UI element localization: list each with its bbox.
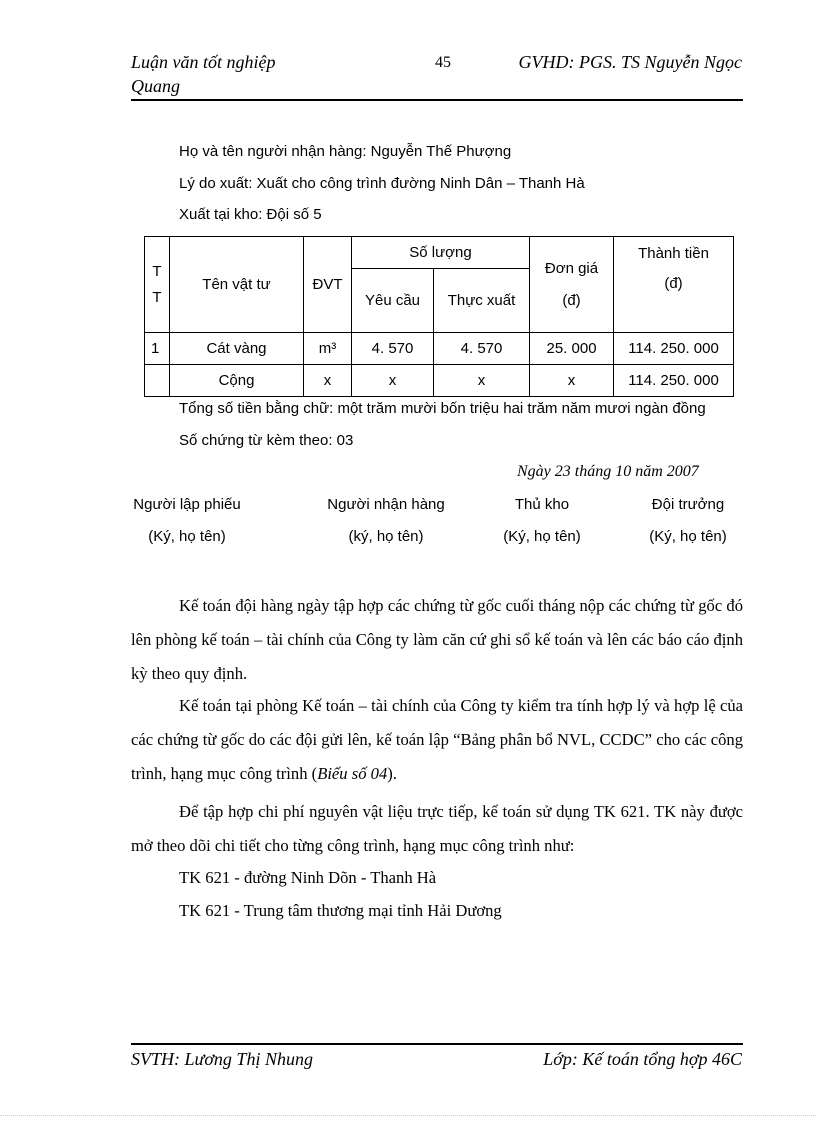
footer-rule: [131, 1043, 743, 1045]
attached-docs: Số chứng từ kèm theo: 03: [179, 432, 354, 449]
paragraph: Kế toán tại phòng Kế toán – tài chính của Công ty kiểm tra tính hợp lý và hợp lệ của các chứng từ gốc do các đội gửi lên, kế toán lập “Bảng phân bổ NVL, CCDC” cho các công trình, hạng mục công trình (Biểu số 04).: [131, 696, 743, 783]
reason-line: Lý do xuất: Xuất cho công trình đường Ninh Dân – Thanh Hà: [179, 175, 585, 192]
header-quantity: Số lượng: [352, 237, 530, 269]
signature-title: Người nhận hàng: [327, 496, 445, 513]
header-supervisor: GVHD: PGS. TS Nguyễn Ngọc: [518, 52, 742, 72]
signature-note: (Ký, họ tên): [503, 528, 581, 545]
signature-note: (Ký, họ tên): [649, 528, 727, 545]
table-header-row: [145, 237, 734, 269]
cell-tt: [145, 365, 170, 397]
cell-unit: x: [304, 365, 352, 397]
header-required: Yêu cầu: [352, 269, 434, 333]
signature-title: Thủ kho: [514, 496, 570, 513]
page-edge-divider: [0, 1115, 816, 1116]
materials-table: [144, 236, 734, 397]
header-name: Tên vật tư: [170, 237, 304, 333]
header-total: Thành tiền (đ): [614, 237, 734, 333]
footer-class: Lớp: Kế toán tổng hợp 46C: [543, 1049, 742, 1069]
cell-required: x: [352, 365, 434, 397]
header-rule: [131, 99, 743, 101]
cell-actual: x: [434, 365, 530, 397]
header-actual: Thực xuất: [434, 269, 530, 333]
cell-total: 114. 250. 000: [614, 365, 734, 397]
table-row: [145, 333, 734, 365]
cell-required: 4. 570: [352, 333, 434, 365]
cell-total: 114. 250. 000: [614, 333, 734, 365]
warehouse-line: Xuất tại kho: Đội số 5: [179, 206, 322, 223]
header-unit: ĐVT: [304, 237, 352, 333]
cell-unit: m³: [304, 333, 352, 365]
cell-price: 25. 000: [530, 333, 614, 365]
signature-note: (ký, họ tên): [348, 528, 424, 545]
receiver-line: Họ và tên người nhận hàng: Nguyễn Thế Phượng: [179, 143, 512, 160]
cell-actual: 4. 570: [434, 333, 530, 365]
header-price: Đơn giá (đ): [530, 237, 614, 333]
page-number: 45: [435, 54, 451, 71]
issue-date: Ngày 23 tháng 10 năm 2007: [517, 463, 699, 480]
cell-tt: 1: [145, 333, 170, 365]
signature-note: (Ký, họ tên): [148, 528, 226, 545]
amount-in-words: Tổng số tiền bằng chữ: một trăm mười bốn triệu hai trăm năm mươi ngàn đồng: [179, 400, 706, 417]
account-line: TK 621 - đường Ninh Dõn - Thanh Hà: [179, 868, 437, 887]
paragraph: Kế toán đội hàng ngày tập hợp các chứng từ gốc cuối tháng nộp các chứng từ gốc đó lên phòng kế toán – tài chính của Công ty làm căn cứ ghi sổ kế toán và lên các báo cáo định kỳ theo quy định.: [131, 596, 743, 683]
paragraph: Để tập hợp chi phí nguyên vật liệu trực tiếp, kế toán sử dụng TK 621. TK này được mở theo dõi chi tiết cho từng công trình, hạng mục công trình như:: [131, 802, 743, 855]
signature-title: Đội trưởng: [651, 496, 725, 513]
cell-name: Cộng: [170, 365, 304, 397]
cell-name: Cát vàng: [170, 333, 304, 365]
signature-title: Người lập phiếu: [133, 496, 241, 513]
account-line: TK 621 - Trung tâm thương mại tỉnh Hải Dương: [179, 901, 502, 920]
header-tt: T T: [145, 237, 170, 333]
header-title-continued: Quang: [131, 76, 180, 96]
cell-price: x: [530, 365, 614, 397]
footer-student: SVTH: Lương Thị Nhung: [131, 1049, 313, 1069]
table-sum-row: [145, 365, 734, 397]
header-title: Luận văn tốt nghiệp: [131, 52, 276, 72]
